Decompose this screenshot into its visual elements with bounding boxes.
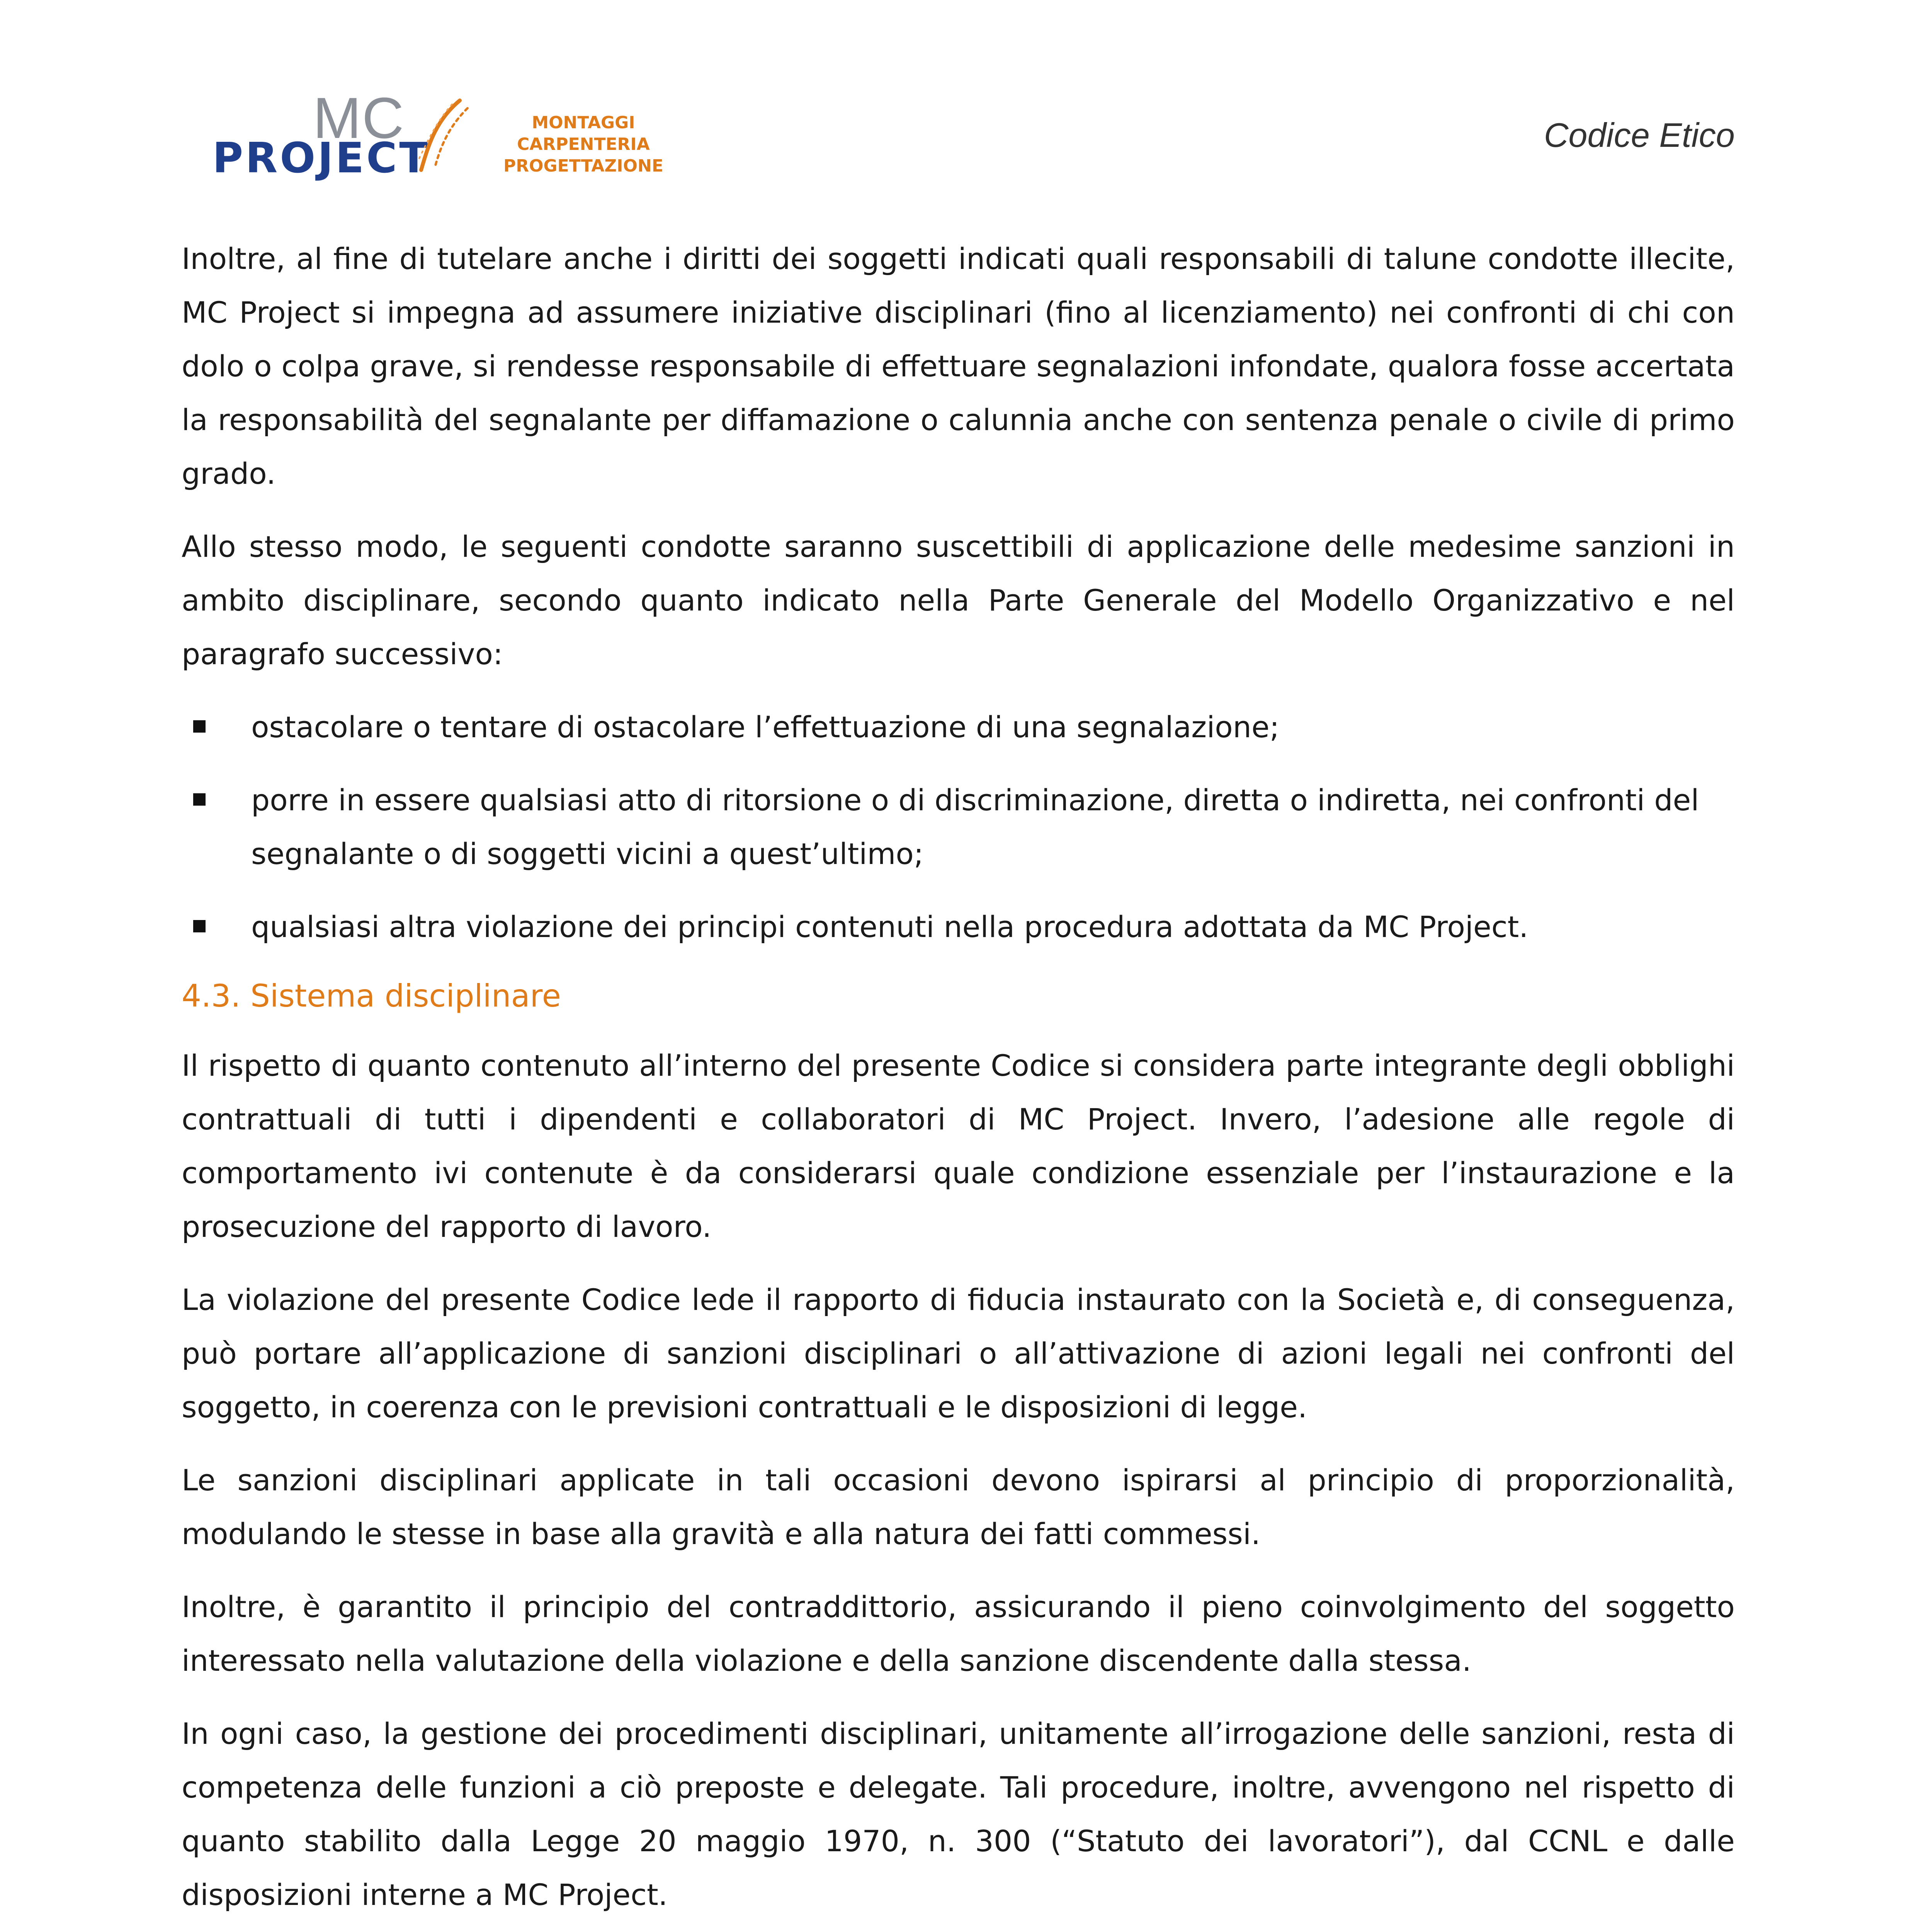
page-header bbox=[182, 77, 1735, 193]
list-item bbox=[182, 773, 1735, 881]
paragraph: Inoltre, al fine di tutelare anche i diritti dei soggetti indicati quali responsabili di talune condotte illecite, MC Project si impegna ad assumere iniziative disciplinari (fino al licenziamento) nei confronti di chi con dolo o colpa grave, si rendesse responsabile di effettuare segnalazioni infondate, qualora fosse accertata la responsabilità del segnalante per diffamazione o calunnia anche con sentenza penale o civile di primo grado. bbox=[182, 242, 1735, 491]
logo-tagline-line: MONTAGGI bbox=[532, 113, 635, 133]
paragraph: Inoltre, è garantito il principio del contraddittorio, assicurando il pieno coinvolgimento del soggetto interessato nella valutazione della violazione e della sanzione discendente dalla stessa. bbox=[182, 1590, 1735, 1678]
logo-tagline bbox=[483, 112, 684, 177]
document-body bbox=[182, 232, 1735, 1932]
company-logo bbox=[197, 85, 663, 182]
list-item-text: porre in essere qualsiasi atto di ritorsione o di discriminazione, diretta o indiretta, nei confronti del segnalante o di soggetti vicini a quest’ultimo; bbox=[251, 783, 1699, 871]
paragraph: Allo stesso modo, le seguenti condotte saranno suscettibili di applicazione delle medesime sanzioni in ambito disciplinare, secondo quanto indicato nella Parte Generale del Modello Organizzativo e nel paragrafo successivo: bbox=[182, 529, 1735, 671]
logo-tagline-line: PROGETTAZIONE bbox=[503, 156, 663, 176]
list-item-text: ostacolare o tentare di ostacolare l’effettuazione di una segnalazione; bbox=[251, 710, 1280, 744]
document-title: Codice Etico bbox=[1544, 116, 1735, 154]
logo-project-text: PROJECT bbox=[213, 134, 430, 182]
square-bullet-icon bbox=[193, 720, 206, 733]
square-bullet-icon bbox=[193, 793, 206, 806]
logo-mc-text: MC bbox=[313, 85, 405, 150]
list-item bbox=[182, 700, 1735, 754]
list-item bbox=[182, 900, 1735, 954]
square-bullet-icon bbox=[193, 920, 206, 932]
paragraph: In ogni caso, la gestione dei procedimenti disciplinari, unitamente all’irrogazione delle sanzioni, resta di competenza delle funzioni a ciò preposte e delegate. Tali procedure, inoltre, avvengono nel rispetto di quanto stabilito dalla Legge 20 maggio 1970, n. 300 (“Statuto dei lavoratori”), dal CCNL e dalle disposizioni interne a MC Project. bbox=[182, 1716, 1735, 1912]
paragraph: Le sanzioni disciplinari applicate in tali occasioni devono ispirarsi al principio di proporzionalità, modulando le stesse in base alla gravità e alla natura dei fatti commessi. bbox=[182, 1463, 1735, 1551]
list-item-text: qualsiasi altra violazione dei principi contenuti nella procedura adottata da MC Project. bbox=[251, 910, 1528, 944]
bullet-list bbox=[182, 700, 1735, 954]
logo-swoosh-icon bbox=[413, 97, 471, 174]
section-heading: 4.3. Sistema disciplinare bbox=[182, 978, 561, 1014]
logo-tagline-line: CARPENTERIA bbox=[517, 134, 650, 154]
paragraph: La violazione del presente Codice lede il rapporto di fiducia instaurato con la Società e, di conseguenza, può portare all’applicazione di sanzioni disciplinari o all’attivazione di azioni legali nei confronti del soggetto, in coerenza con le previsioni contrattuali e le disposizioni di legge. bbox=[182, 1282, 1735, 1424]
paragraph: Il rispetto di quanto contenuto all’interno del presente Codice si considera parte integrante degli obblighi contrattuali di tutti i dipendenti e collaboratori di MC Project. Invero, l’adesione alle regole di comportamento ivi contenute è da considerarsi quale condizione essenziale per l’instaurazione e la prosecuzione del rapporto di lavoro. bbox=[182, 1048, 1735, 1244]
